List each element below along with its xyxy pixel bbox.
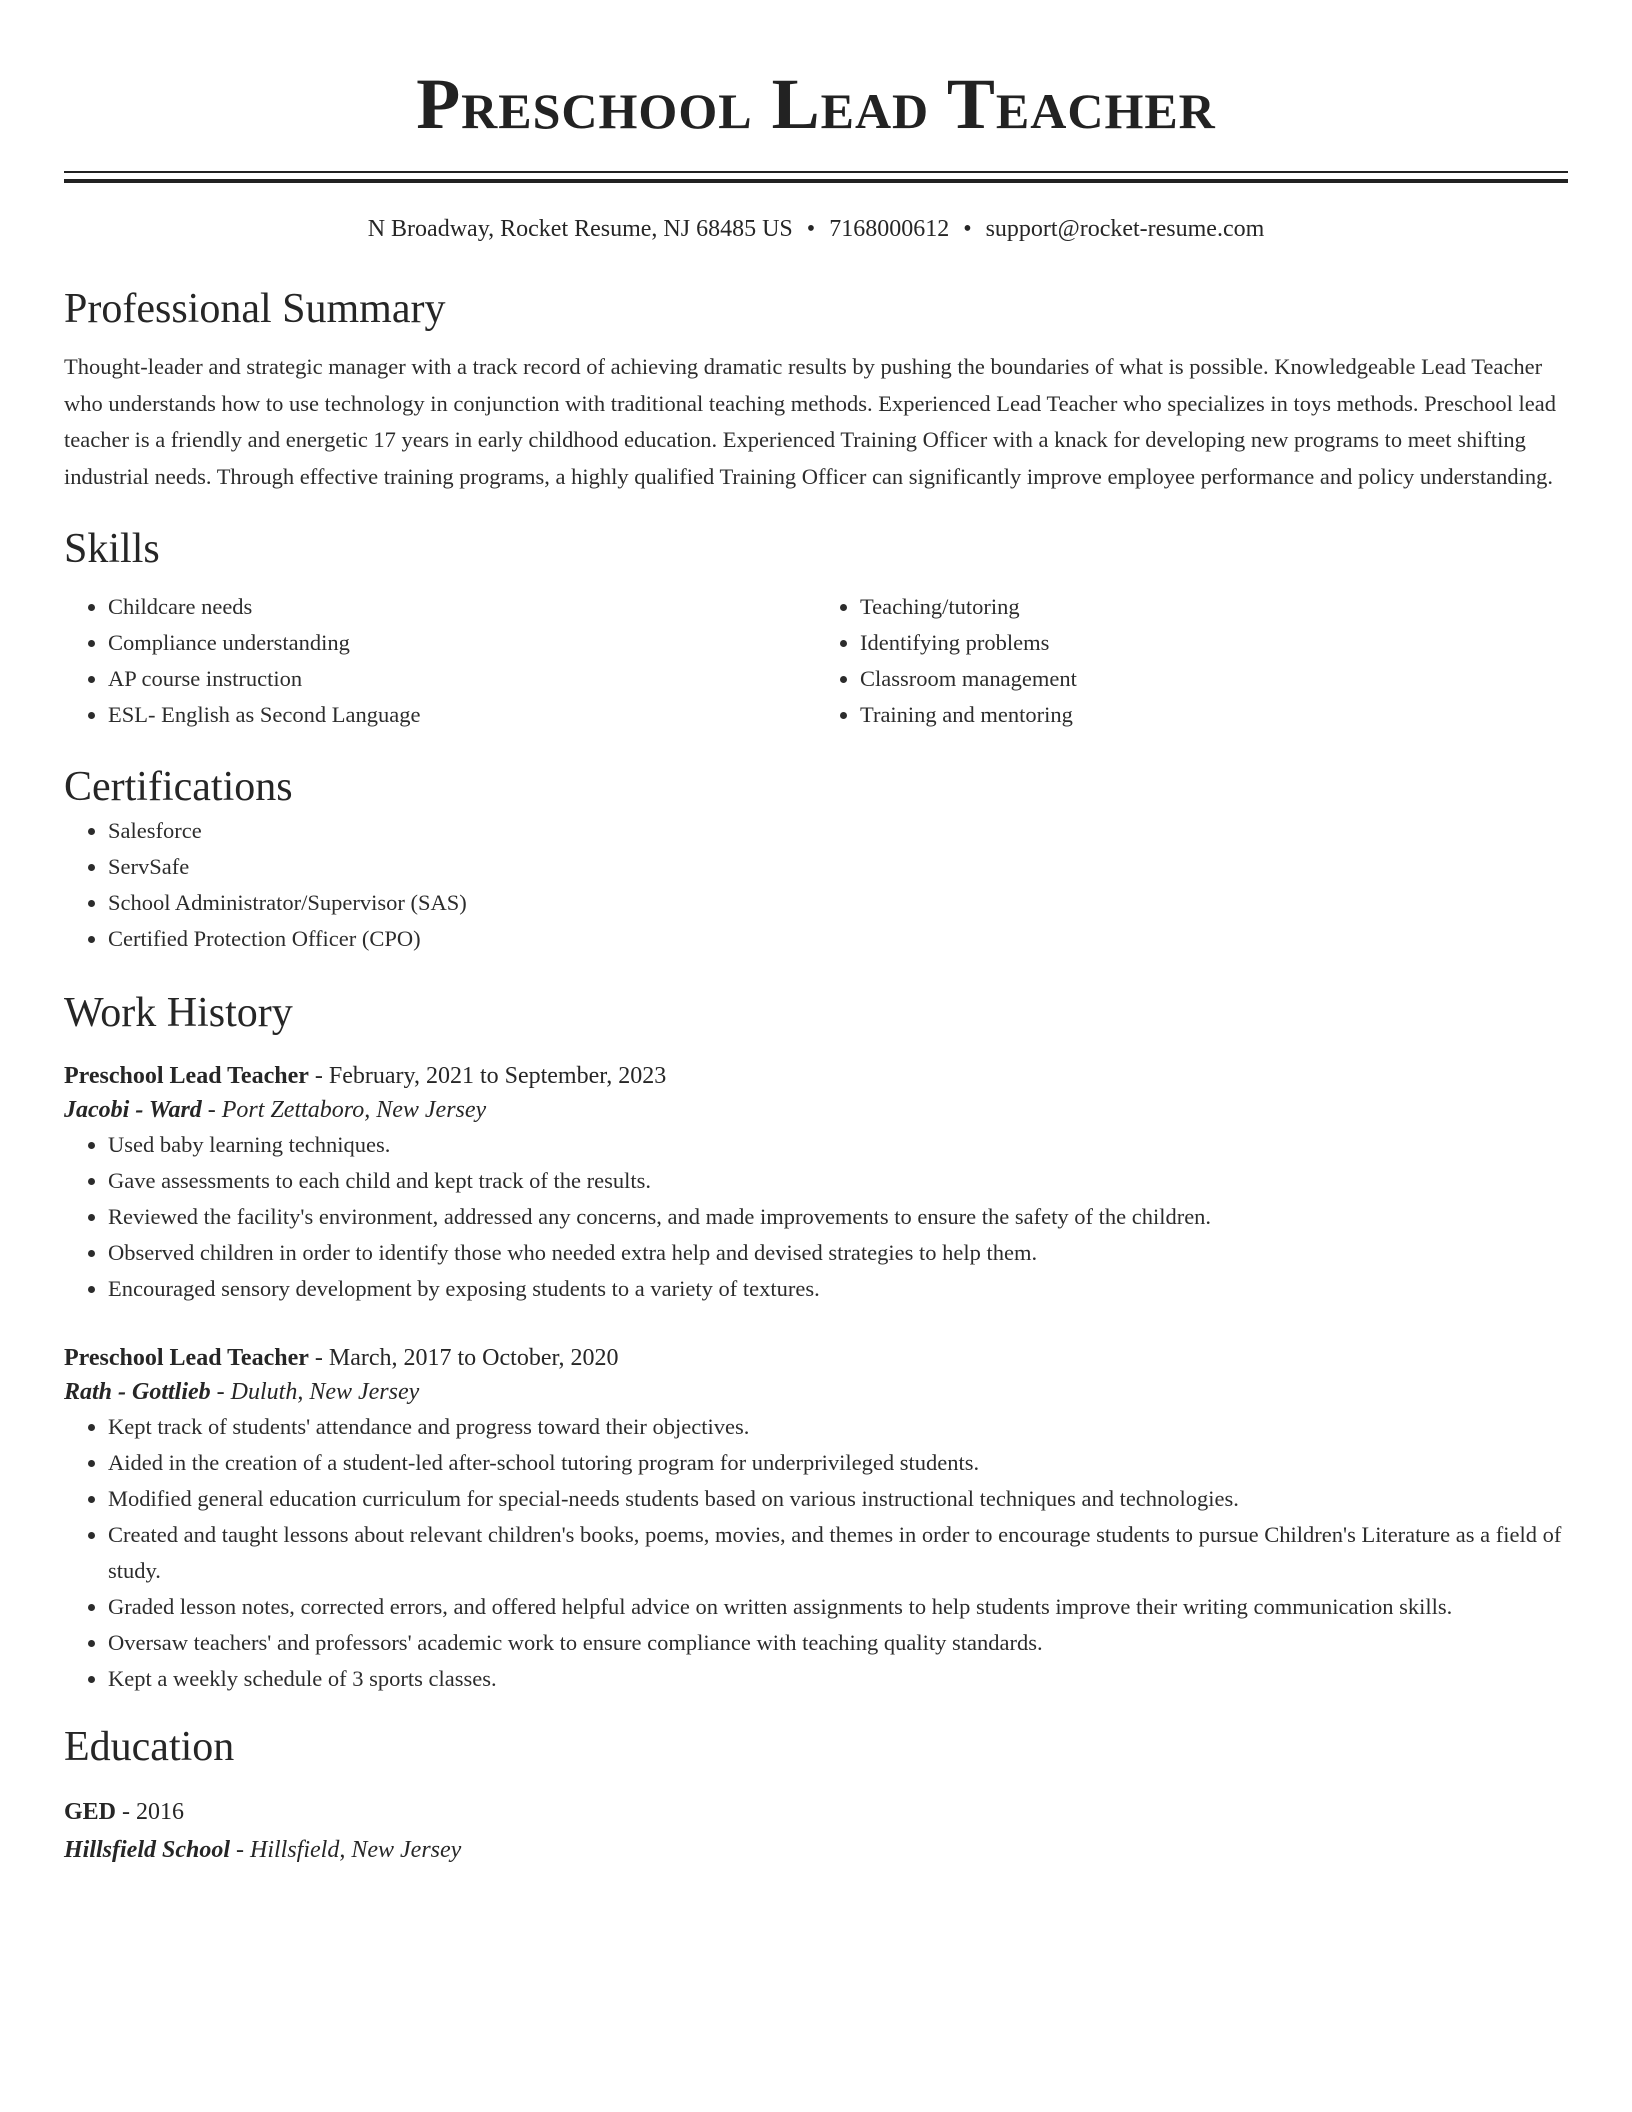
work-history-heading: Work History [64, 990, 293, 1036]
school-location: - Hillsfield, New Jersey [230, 1837, 462, 1863]
skill-item: • Training and mentoring [860, 697, 1568, 733]
skill-item: • Compliance understanding [108, 625, 816, 661]
company-location: - Duluth, New Jersey [210, 1379, 420, 1405]
skills-heading: Skills [64, 526, 160, 572]
job-title: Preschool Lead Teacher [64, 1345, 309, 1371]
job-title-line [64, 1059, 1568, 1093]
skill-item: • ESL- English as Second Language [108, 697, 816, 733]
summary-text: Thought-leader and strategic manager with a track record of achieving dramatic results by pushing the boundaries of what is possible. Knowledgeable Lead Teacher who understands how to use technology in conjunction with traditional teaching methods. Experienced Lead Teacher who specializes in toys methods. Preschool lead teacher is a friendly and energetic 17 years in early childhood education. Experienced Training Officer with a knack for developing new programs to meet shifting industrial needs. Through effective training programs, a highly qualified Training Officer can significantly improve employee performance and policy understanding. [64, 354, 1556, 489]
skills-right-list [816, 589, 1568, 733]
duty-item: • Created and taught lessons about relevant children's books, poems, movies, and themes in order to encourage students to pursue Children's Literature as a field of study. [108, 1517, 1568, 1589]
contact-email: support@rocket-resume.com [985, 216, 1265, 242]
job-dates: - February, 2021 to September, 2023 [308, 1063, 667, 1089]
summary-heading: Professional Summary [64, 286, 446, 332]
job-dates: - March, 2017 to October, 2020 [308, 1345, 619, 1371]
certifications-heading: Certifications [64, 764, 293, 810]
job-entry [64, 1059, 1568, 1307]
job-title-line [64, 1341, 1568, 1375]
job-duties-list [64, 1127, 1568, 1307]
job-title: Preschool Lead Teacher [64, 1063, 309, 1089]
education-entry [64, 1795, 1568, 1867]
duty-item: • Used baby learning techniques. [108, 1127, 1568, 1163]
bullet-separator: • [806, 216, 816, 242]
certification-item: • Salesforce [108, 813, 1568, 849]
contact-phone: 7168000612 [829, 216, 950, 242]
certification-item: • ServSafe [108, 849, 1568, 885]
skill-item: • Identifying problems [860, 625, 1568, 661]
duty-item: • Encouraged sensory development by exposing students to a variety of textures. [108, 1271, 1568, 1307]
duty-item: • Aided in the creation of a student-led after-school tutoring program for underprivileged students. [108, 1445, 1568, 1481]
resume-page [64, 0, 1568, 1867]
certifications-list [64, 813, 1568, 957]
company-line [64, 1093, 1568, 1127]
contact-address: N Broadway, Rocket Resume, NJ 68485 US [367, 216, 793, 242]
duty-item: • Gave assessments to each child and kept track of the results. [108, 1163, 1568, 1199]
school-name: Hillsfield School [64, 1837, 231, 1863]
skills-left-list [64, 589, 816, 733]
duty-item: • Observed children in order to identify those who needed extra help and devised strategies to help them. [108, 1235, 1568, 1271]
degree-year: - 2016 [116, 1799, 185, 1825]
company-name: Rath - Gottlieb [64, 1379, 211, 1405]
duty-item: • Oversaw teachers' and professors' academic work to ensure compliance with teaching quality standards. [108, 1625, 1568, 1661]
job-entry [64, 1341, 1568, 1697]
duty-item: • Reviewed the facility's environment, addressed any concerns, and made improvements to ensure the safety of the children. [108, 1199, 1568, 1235]
company-line [64, 1375, 1568, 1409]
bullet-separator: • [963, 216, 972, 242]
job-duties-list [64, 1409, 1568, 1697]
company-name: Jacobi - Ward [64, 1097, 202, 1123]
certification-item: • School Administrator/Supervisor (SAS) [108, 885, 1568, 921]
contact-line [64, 213, 1568, 245]
certification-item: • Certified Protection Officer (CPO) [108, 921, 1568, 957]
resume-title: Preschool Lead Teacher [416, 64, 1216, 144]
skill-item: • Childcare needs [108, 589, 816, 625]
company-location: - Port Zettaboro, New Jersey [201, 1097, 487, 1123]
degree-line [64, 1795, 1568, 1829]
skill-item: • AP course instruction [108, 661, 816, 697]
duty-item: • Graded lesson notes, corrected errors, and offered helpful advice on written assignments to help students improve their writing communication skills. [108, 1589, 1568, 1625]
duty-item: • Kept track of students' attendance and progress toward their objectives. [108, 1409, 1568, 1445]
skills-columns [64, 589, 1568, 733]
duty-item: • Modified general education curriculum for special-needs students based on various instructional techniques and technologies. [108, 1481, 1568, 1517]
duty-item: • Kept a weekly schedule of 3 sports classes. [108, 1661, 1568, 1697]
skill-item: • Teaching/tutoring [860, 589, 1568, 625]
education-heading: Education [64, 1724, 235, 1770]
degree-name: GED [64, 1799, 117, 1825]
title-double-rule [64, 171, 1568, 183]
school-line [64, 1833, 1568, 1867]
skill-item: • Classroom management [860, 661, 1568, 697]
